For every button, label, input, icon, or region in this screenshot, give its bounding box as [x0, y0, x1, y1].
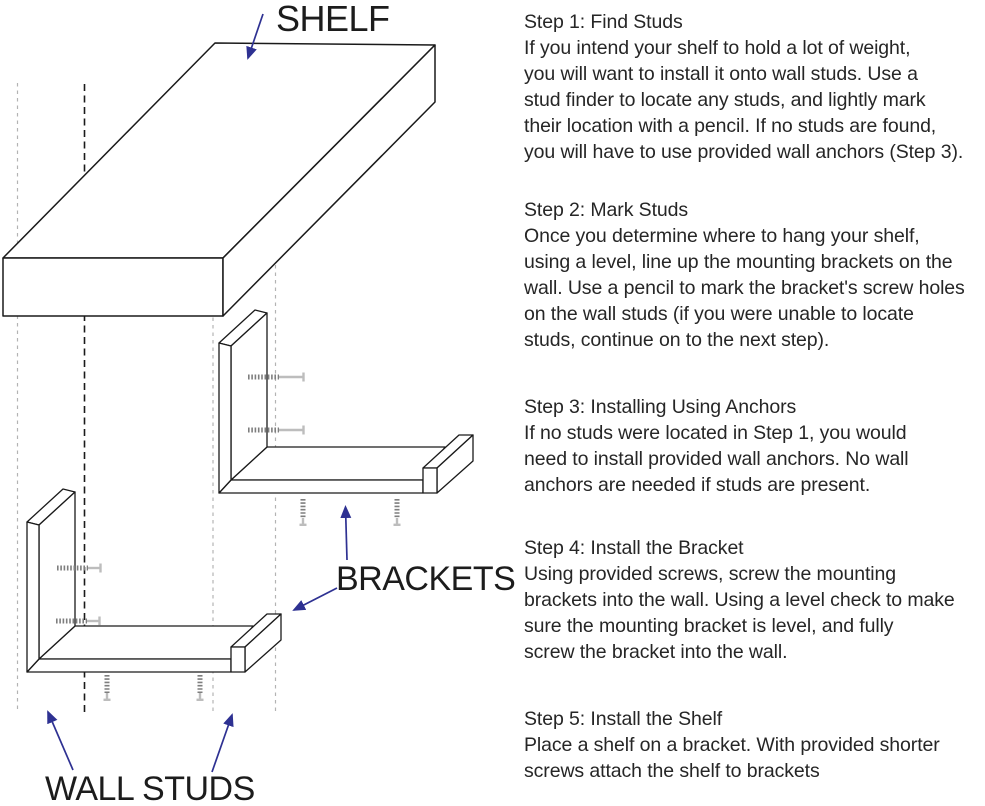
step-heading: Step 1: Find Studs	[524, 11, 683, 33]
bracket-plate-front	[219, 343, 231, 493]
step-line: stud finder to locate any studs, and lightly mark	[524, 89, 926, 111]
step-line: on the wall studs (if you were unable to locate	[524, 303, 914, 325]
bracket-arm-front	[219, 480, 423, 493]
wall-studs-arrow-left	[48, 712, 73, 770]
instruction-steps	[524, 0, 985, 784]
step-line: Using provided screws, screw the mounting	[524, 563, 896, 585]
shelf-front-face	[3, 258, 223, 316]
screw	[197, 675, 204, 700]
bracket-plate-front	[27, 522, 39, 672]
brackets-arrow-lower	[294, 588, 337, 610]
step-line: If no studs were located in Step 1, you would	[524, 422, 907, 444]
step-block	[524, 535, 985, 665]
step-line: screw the bracket into the wall.	[524, 641, 788, 663]
step-heading: Step 2: Mark Studs	[524, 199, 689, 221]
step-heading: Step 4: Install the Bracket	[524, 537, 744, 559]
step-line: sure the mounting bracket is level, and fully	[524, 615, 894, 637]
step-line: need to install provided wall anchors. No wall	[524, 448, 909, 470]
step-block	[524, 706, 985, 784]
screw	[104, 675, 111, 700]
step-line: anchors are needed if studs are present.	[524, 474, 871, 496]
step-line: wall. Use a pencil to mark the bracket's screw holes	[524, 277, 965, 299]
step-line: screws attach the shelf to brackets	[524, 760, 820, 782]
bracket-lip-front	[231, 647, 245, 672]
step-line: Place a shelf on a bracket. With provided shorter	[524, 734, 940, 756]
step-line: Once you determine where to hang your shelf,	[524, 225, 920, 247]
wall-studs-arrow-right	[212, 715, 232, 772]
brackets-arrow-upper	[346, 507, 348, 560]
bracket-lower	[27, 489, 281, 672]
step-heading: Step 3: Installing Using Anchors	[524, 396, 797, 418]
screw	[394, 499, 401, 525]
step-block	[524, 9, 985, 165]
label-brackets: BRACKETS	[336, 560, 516, 598]
bracket-lip-front	[423, 468, 437, 493]
step-line: brackets into the wall. Using a level check to make	[524, 589, 955, 611]
step-block	[524, 394, 985, 498]
step-heading: Step 5: Install the Shelf	[524, 708, 723, 730]
bracket-arm-top	[231, 447, 445, 480]
step-line: you will want to install it onto wall studs. Use a	[524, 63, 918, 85]
bracket-upper	[219, 310, 473, 493]
step-line: using a level, line up the mounting brackets on the	[524, 251, 953, 273]
bracket-arm-top	[39, 626, 253, 659]
bracket-arm-front	[27, 659, 231, 672]
step-line: their location with a pencil. If no studs are found,	[524, 115, 937, 137]
label-shelf: SHELF	[276, 0, 390, 39]
label-wall-studs: WALL STUDS	[45, 770, 255, 806]
step-block	[524, 197, 985, 353]
step-line: If you intend your shelf to hold a lot of weight,	[524, 37, 911, 59]
shelf-drawing	[3, 43, 435, 316]
step-line: you will have to use provided wall anchors (Step 3).	[524, 141, 964, 163]
screw	[300, 499, 307, 525]
step-line: studs, continue on to the next step).	[524, 329, 830, 351]
